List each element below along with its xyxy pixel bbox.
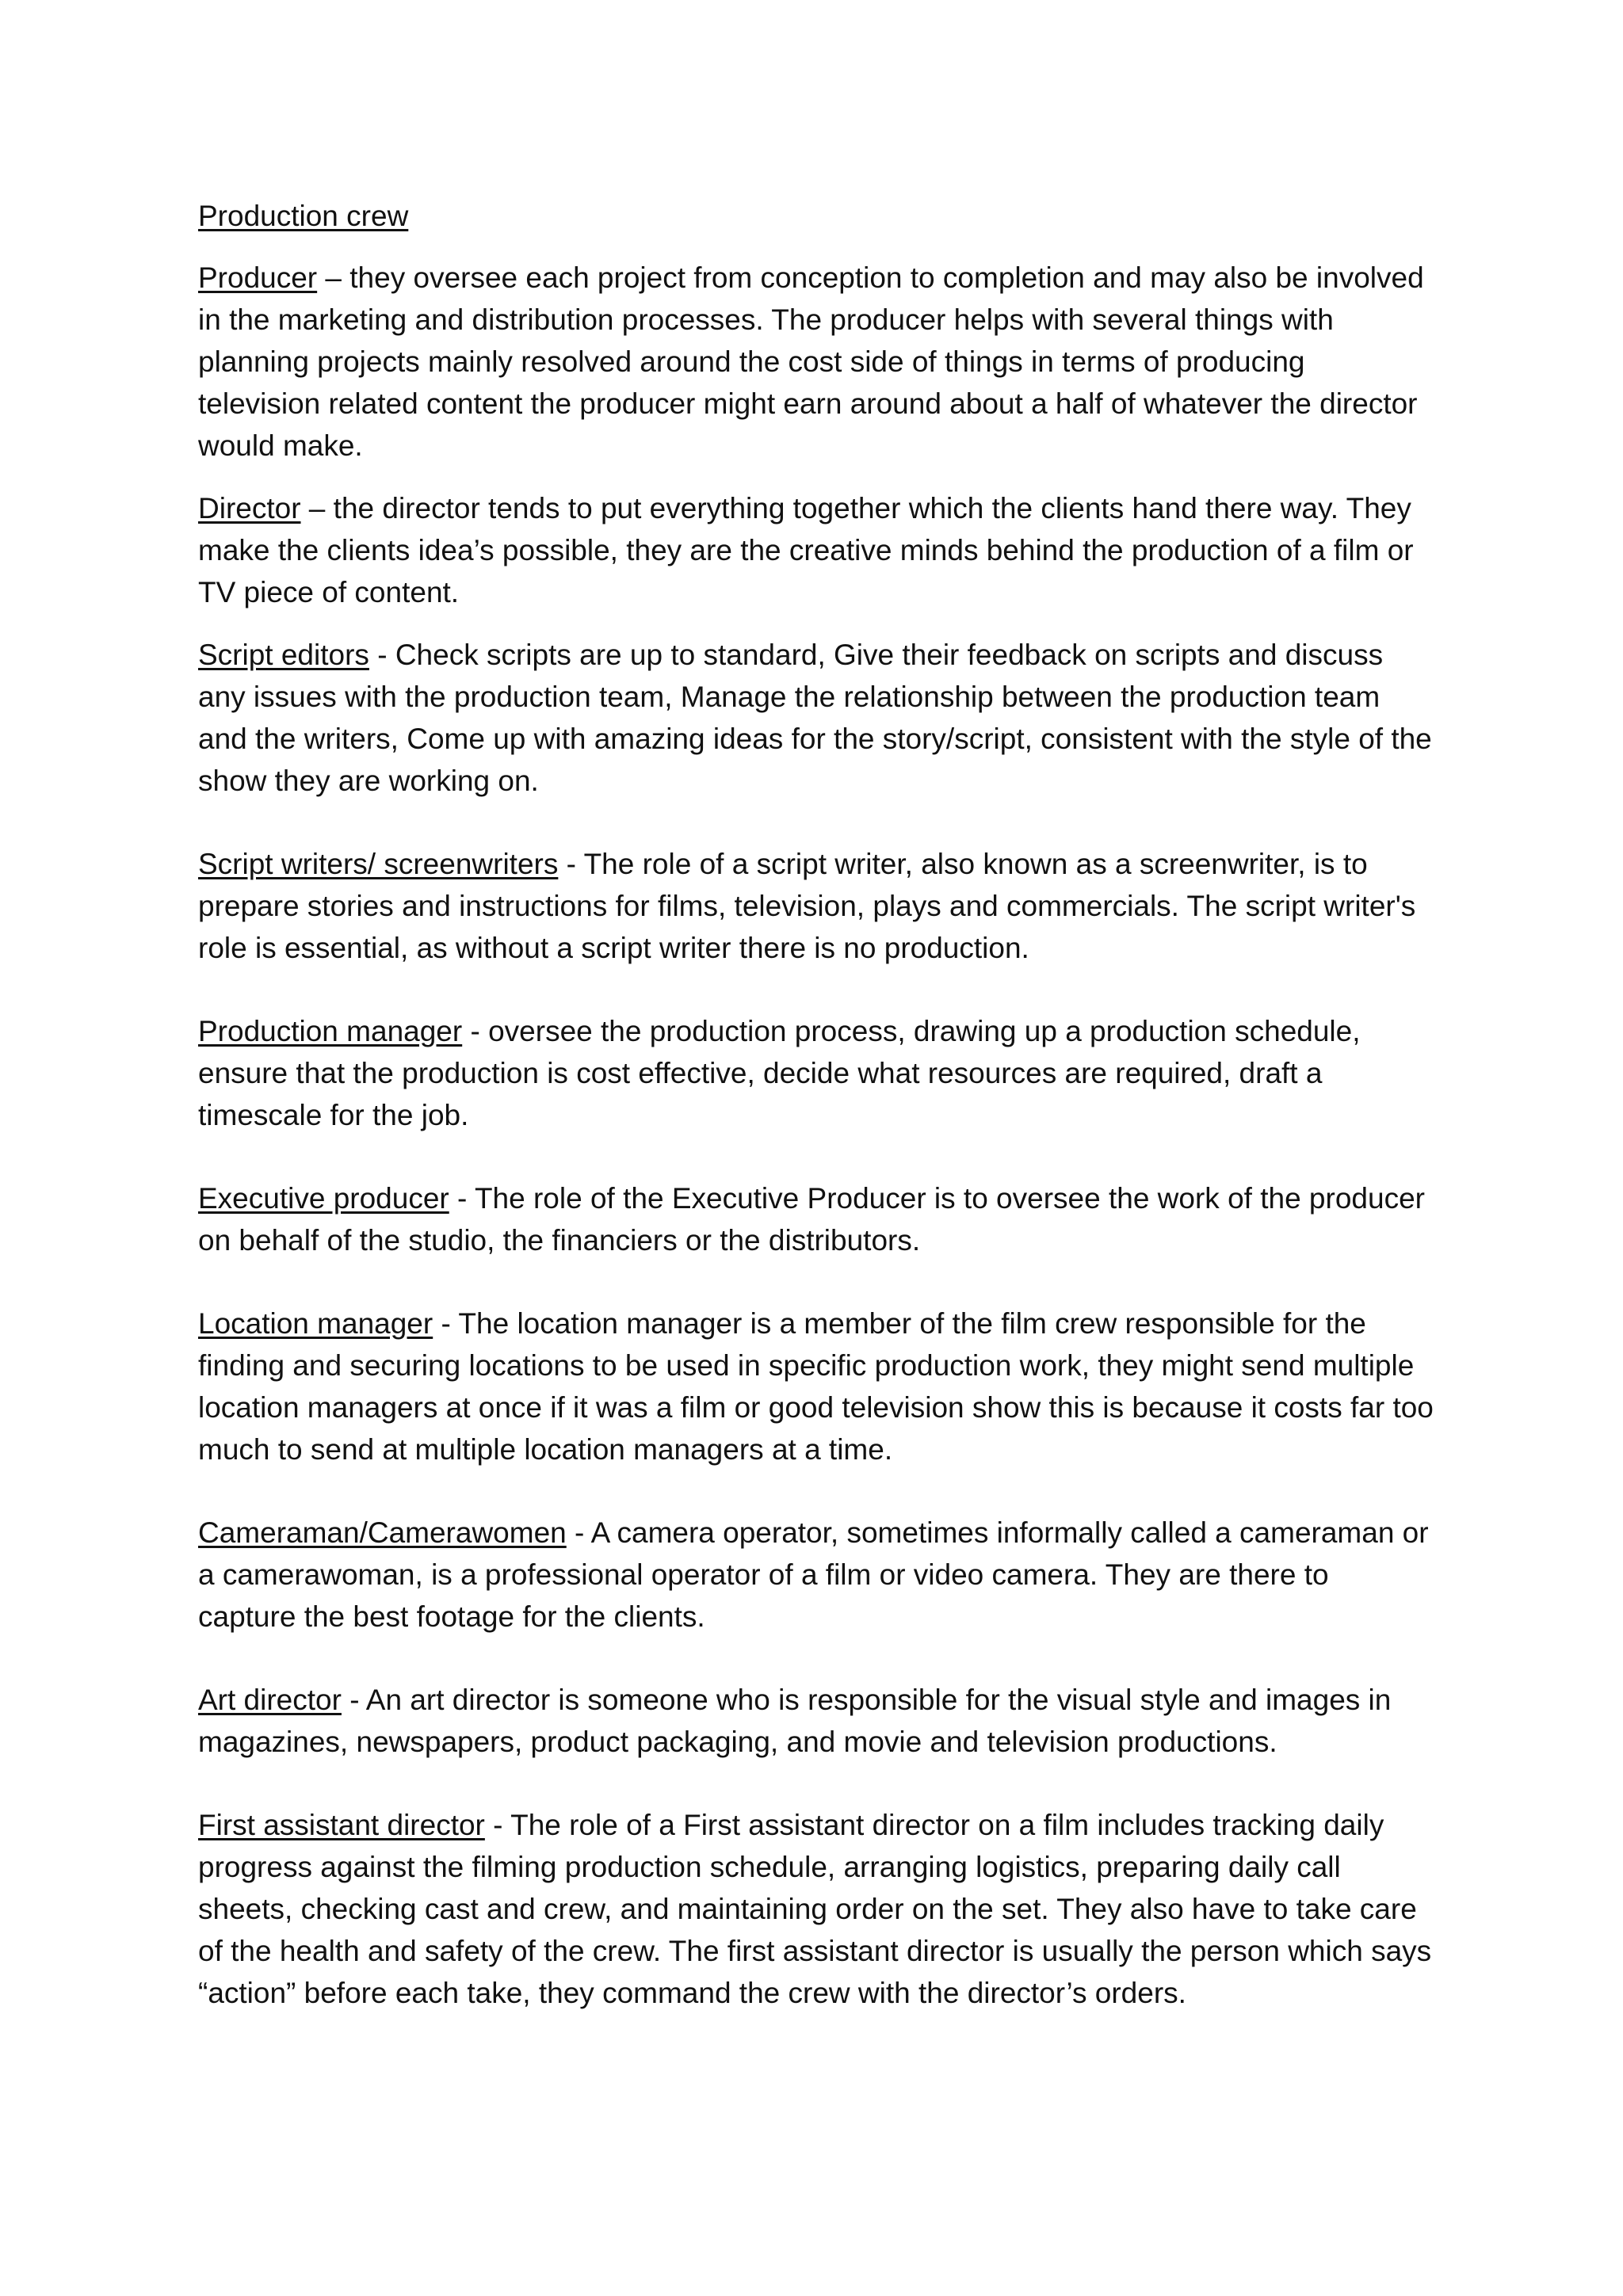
entry-separator: - bbox=[462, 1015, 489, 1047]
entry-description: A camera operator, sometimes informally called a cameraman or a camerawoman, is a professional operator of a film or video camera. They are there to capture the best footage for the clients. bbox=[198, 1516, 1429, 1633]
entry-term: Script editors bbox=[198, 639, 369, 671]
entry-description: Check scripts are up to standard, Give their feedback on scripts and discuss any issues with the production team, Manage the relationship between the production team and the writers, Come up with amazing ideas for the story/script, consistent with the style of the show they are working on. bbox=[198, 639, 1432, 797]
entry-executive-producer bbox=[198, 1177, 1434, 1261]
entry-camera-operator bbox=[198, 1512, 1434, 1638]
entry-description: The role of a script writer, also known as a screenwriter, is to prepare stories and instructions for films, television, plays and commercials. The script writer's role is essential, as without a script writer there is no production. bbox=[198, 848, 1416, 964]
entry-description: oversee the production process, drawing up a production schedule, ensure that the production is cost effective, decide what resources are required, draft a timescale for the job. bbox=[198, 1015, 1361, 1131]
entry-separator: - bbox=[433, 1307, 459, 1340]
entry-director bbox=[198, 487, 1434, 613]
entry-term: Location manager bbox=[198, 1307, 433, 1340]
entry-producer bbox=[198, 257, 1434, 467]
entry-term: Director bbox=[198, 492, 301, 524]
entry-description: The role of a First assistant director on a film includes tracking daily progress against the filming production schedule, arranging logistics, preparing daily call sheets, checking cast and crew, and maintaining order on the set. They also have to take care of the health and safety of the crew. The first assistant director is usually the person which says “action” before each take, they command the crew with the director’s orders. bbox=[198, 1809, 1432, 2009]
entry-term: Script writers/ screenwriters bbox=[198, 848, 559, 880]
entry-separator: – bbox=[300, 492, 334, 524]
entry-separator: – bbox=[317, 261, 350, 294]
entry-description: An art director is someone who is responsible for the visual style and images in magazines, newspapers, product packaging, and movie and television productions. bbox=[198, 1684, 1392, 1758]
page-title bbox=[198, 195, 1434, 237]
entry-separator: - bbox=[341, 1684, 366, 1716]
entry-script-editors bbox=[198, 634, 1434, 802]
entry-term: Production manager bbox=[198, 1015, 463, 1047]
entry-separator: - bbox=[484, 1809, 511, 1841]
entry-description: The role of the Executive Producer is to oversee the work of the producer on behalf of the studio, the financiers or the distributors. bbox=[198, 1182, 1425, 1257]
entry-term: Cameraman/Camerawomen bbox=[198, 1516, 567, 1549]
entry-separator: - bbox=[558, 848, 584, 880]
entry-term: Executive producer bbox=[198, 1182, 449, 1215]
entry-term: Art director bbox=[198, 1684, 342, 1716]
entry-first-assistant-director bbox=[198, 1804, 1434, 2014]
document-page bbox=[198, 195, 1434, 2014]
page-title-text: Production crew bbox=[198, 200, 409, 232]
entry-location-manager bbox=[198, 1302, 1434, 1470]
entry-separator: - bbox=[449, 1182, 475, 1215]
entry-description: they oversee each project from conception to completion and may also be involved in the marketing and distribution processes. The producer helps with several things with planning projects mainly resolved around the cost side of things in terms of producing television related content the producer might earn around about a half of whatever the director would make. bbox=[198, 261, 1424, 462]
entry-script-writers bbox=[198, 843, 1434, 969]
entry-term: Producer bbox=[198, 261, 318, 294]
entry-production-manager bbox=[198, 1010, 1434, 1136]
entry-description: the director tends to put everything together which the clients hand there way. They make the clients idea’s possible, they are the creative minds behind the production of a film or TV piece of content. bbox=[198, 492, 1414, 608]
entry-term: First assistant director bbox=[198, 1809, 485, 1841]
entry-separator: - bbox=[566, 1516, 591, 1549]
entry-separator: - bbox=[369, 639, 395, 671]
entry-art-director bbox=[198, 1679, 1434, 1763]
entry-description: The location manager is a member of the film crew responsible for the finding and securing locations to be used in specific production work, they might send multiple location managers at once if it was a film or good television show this is because it costs far too much to send at multiple location managers at a time. bbox=[198, 1307, 1434, 1466]
